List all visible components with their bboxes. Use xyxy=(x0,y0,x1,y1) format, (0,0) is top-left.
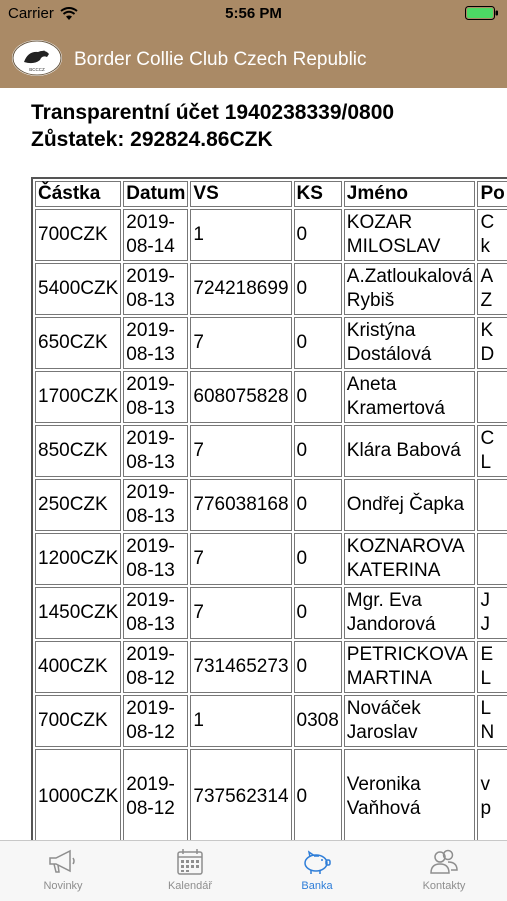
amount-cell-text: 250CZK xyxy=(38,494,108,515)
tab-label: Kontakty xyxy=(422,880,466,892)
note-cell-text: k xyxy=(480,236,490,257)
date-cell-text: 08-13 xyxy=(126,344,175,365)
date-cell-text: 2019- xyxy=(126,536,175,557)
date-cell xyxy=(123,371,188,423)
ks-cell-text: 0 xyxy=(296,224,308,245)
date-cell xyxy=(123,479,188,531)
ks-cell xyxy=(294,263,342,315)
tab-label: Banka xyxy=(301,880,333,892)
amount-cell xyxy=(35,371,121,423)
note-cell-text: A xyxy=(480,266,494,287)
amount-cell xyxy=(35,749,121,840)
ks-cell xyxy=(294,641,342,693)
date-cell xyxy=(123,317,188,369)
name-cell xyxy=(344,317,476,369)
megaphone-icon xyxy=(46,847,80,877)
vs-cell xyxy=(190,209,291,261)
amount-cell-text: 1000CZK xyxy=(38,786,119,807)
amount-cell xyxy=(35,587,121,639)
date-cell xyxy=(123,263,188,315)
vs-cell xyxy=(190,371,291,423)
name-cell xyxy=(344,749,476,840)
vs-cell xyxy=(190,317,291,369)
date-cell-text: 08-12 xyxy=(126,722,175,743)
note-cell xyxy=(477,695,507,747)
name-cell-text: Kramertová xyxy=(346,398,445,419)
table-header-row xyxy=(35,181,507,207)
ks-cell-text: 0 xyxy=(296,278,308,299)
vs-cell-text: 7 xyxy=(193,440,204,461)
name-cell-text: Jandorová xyxy=(346,614,436,635)
amount-cell-text: 650CZK xyxy=(38,332,108,353)
date-cell-text: 08-13 xyxy=(126,614,175,635)
date-cell-text: 08-13 xyxy=(126,290,175,311)
tab-label: Novinky xyxy=(43,880,83,892)
ks-cell xyxy=(294,425,342,477)
date-cell-text: 2019- xyxy=(126,698,175,719)
vs-cell-text: 7 xyxy=(193,548,204,569)
date-cell-text: 2019- xyxy=(126,428,175,449)
date-cell-text: 08-12 xyxy=(126,798,175,819)
piggy-bank-icon xyxy=(300,847,334,877)
note-cell-text: J xyxy=(480,590,490,611)
note-cell-text: L xyxy=(480,668,492,689)
amount-cell-text: 1450CZK xyxy=(38,602,119,623)
carrier-label: Carrier xyxy=(8,5,54,22)
account-summary xyxy=(31,99,394,153)
ks-cell xyxy=(294,209,342,261)
table-row xyxy=(35,695,507,747)
table-row xyxy=(35,533,507,585)
status-time: 5:56 PM xyxy=(225,5,282,22)
date-cell-text: 2019- xyxy=(126,590,175,611)
logo-text: BCCCZ xyxy=(29,67,45,72)
date-cell xyxy=(123,749,188,840)
note-cell-text: E xyxy=(480,644,494,665)
vs-cell xyxy=(190,533,291,585)
date-cell-text: 2019- xyxy=(126,482,175,503)
ks-cell xyxy=(294,317,342,369)
ks-cell-text: 0 xyxy=(296,786,308,807)
amount-cell xyxy=(35,209,121,261)
note-cell xyxy=(477,425,507,477)
date-cell-text: 08-13 xyxy=(126,506,175,527)
note-cell-text: K xyxy=(480,320,494,341)
tab-label: Kalendář xyxy=(167,880,213,892)
name-cell xyxy=(344,479,476,531)
name-cell-text: Veronika xyxy=(346,774,421,795)
name-cell xyxy=(344,371,476,423)
ks-cell-text: 0 xyxy=(296,494,308,515)
amount-cell-text: 700CZK xyxy=(38,224,108,245)
note-cell xyxy=(477,209,507,261)
vs-cell xyxy=(190,263,291,315)
vs-cell-text: 776038168 xyxy=(193,494,289,515)
vs-cell xyxy=(190,479,291,531)
tab-bar xyxy=(0,840,507,901)
table-row xyxy=(35,641,507,693)
table-body xyxy=(35,209,507,840)
note-cell xyxy=(477,641,507,693)
name-cell-text: KATERINA xyxy=(346,560,441,581)
ks-cell xyxy=(294,533,342,585)
table-row xyxy=(35,587,507,639)
vs-cell-text: 724218699 xyxy=(193,278,289,299)
date-cell-text: 2019- xyxy=(126,774,175,795)
header-ks: KS xyxy=(294,181,342,207)
vs-cell-text: 1 xyxy=(193,710,204,731)
note-cell-text: v xyxy=(480,774,490,795)
ks-cell xyxy=(294,695,342,747)
amount-cell xyxy=(35,317,121,369)
ks-cell-text: 0 xyxy=(296,656,308,677)
amount-cell-text: 700CZK xyxy=(38,710,108,731)
amount-cell xyxy=(35,641,121,693)
ks-cell-text: 0 xyxy=(296,386,308,407)
vs-cell-text: 1 xyxy=(193,224,204,245)
table-row xyxy=(35,317,507,369)
ks-cell-text: 0 xyxy=(296,602,308,623)
table-row xyxy=(35,425,507,477)
name-cell xyxy=(344,695,476,747)
date-cell xyxy=(123,587,188,639)
header-note: Po xyxy=(477,181,507,207)
date-cell-text: 2019- xyxy=(126,212,175,233)
name-cell-text: Jaroslav xyxy=(346,722,418,743)
account-number: Transparentní účet 1940238339/0800 xyxy=(31,101,395,124)
ks-cell-text: 0 xyxy=(296,440,308,461)
note-cell-text: N xyxy=(480,722,495,743)
table-row xyxy=(35,209,507,261)
bank-content[interactable] xyxy=(0,88,507,840)
vs-cell-text: 737562314 xyxy=(193,786,289,807)
amount-cell-text: 850CZK xyxy=(38,440,108,461)
note-cell xyxy=(477,317,507,369)
ks-cell xyxy=(294,371,342,423)
name-cell-text: Klára Babová xyxy=(346,440,461,461)
note-cell-text: J xyxy=(480,614,490,635)
date-cell xyxy=(123,641,188,693)
note-cell xyxy=(477,263,507,315)
note-cell-text: L xyxy=(480,698,492,719)
calendar-icon xyxy=(173,847,207,877)
amount-cell-text: 5400CZK xyxy=(38,278,119,299)
ks-cell xyxy=(294,479,342,531)
tab-kalendar[interactable] xyxy=(127,841,253,901)
date-cell-text: 08-13 xyxy=(126,398,175,419)
header-name: Jméno xyxy=(344,181,476,207)
nav-title: Border Collie Club Czech Republic xyxy=(74,49,367,70)
name-cell-text: PETRICKOVA xyxy=(346,644,468,665)
vs-cell xyxy=(190,425,291,477)
table-row xyxy=(35,479,507,531)
name-cell-text: MARTINA xyxy=(346,668,432,689)
people-icon xyxy=(427,847,461,877)
note-cell-text: C xyxy=(480,428,495,449)
note-cell-text: C xyxy=(480,212,495,233)
header-vs: VS xyxy=(190,181,291,207)
name-cell xyxy=(344,425,476,477)
name-cell-text: Dostálová xyxy=(346,344,432,365)
note-cell-text: Z xyxy=(480,290,493,311)
date-cell xyxy=(123,209,188,261)
header-date: Datum xyxy=(123,181,188,207)
name-cell-text: KOZAR xyxy=(346,212,413,233)
name-cell xyxy=(344,533,476,585)
date-cell-text: 2019- xyxy=(126,320,175,341)
vs-cell xyxy=(190,587,291,639)
account-balance: Zůstatek: 292824.86CZK xyxy=(31,128,273,151)
name-cell-text: Rybiš xyxy=(346,290,395,311)
tab-novinky[interactable] xyxy=(0,841,126,901)
date-cell-text: 08-13 xyxy=(126,560,175,581)
vs-cell xyxy=(190,749,291,840)
name-cell xyxy=(344,641,476,693)
name-cell-text: Vaňhová xyxy=(346,798,421,819)
ks-cell-text: 0 xyxy=(296,548,308,569)
note-cell xyxy=(477,371,507,423)
amount-cell-text: 1700CZK xyxy=(38,386,119,407)
date-cell-text: 08-14 xyxy=(126,236,175,257)
date-cell-text: 2019- xyxy=(126,374,175,395)
date-cell xyxy=(123,425,188,477)
note-cell-text: p xyxy=(480,798,492,819)
name-cell-text: A.Zatloukalová xyxy=(346,266,473,287)
vs-cell-text: 608075828 xyxy=(193,386,289,407)
amount-cell xyxy=(35,479,121,531)
nav-bar xyxy=(0,30,507,88)
date-cell xyxy=(123,533,188,585)
vs-cell xyxy=(190,695,291,747)
note-cell xyxy=(477,533,507,585)
date-cell-text: 2019- xyxy=(126,644,175,665)
amount-cell xyxy=(35,425,121,477)
tab-kontakty[interactable] xyxy=(381,841,507,901)
amount-cell-text: 400CZK xyxy=(38,656,108,677)
date-cell-text: 2019- xyxy=(126,266,175,287)
table-row xyxy=(35,749,507,840)
name-cell-text: Kristýna xyxy=(346,320,416,341)
ks-cell-text: 0308 xyxy=(296,710,339,731)
note-cell-text: L xyxy=(480,452,492,473)
dog-logo-icon xyxy=(12,40,62,76)
name-cell xyxy=(344,263,476,315)
note-cell-text: D xyxy=(480,344,495,365)
vs-cell-text: 731465273 xyxy=(193,656,289,677)
amount-cell xyxy=(35,695,121,747)
amount-cell-text: 1200CZK xyxy=(38,548,119,569)
vs-cell-text: 7 xyxy=(193,602,204,623)
name-cell-text: MILOSLAV xyxy=(346,236,441,257)
name-cell-text: KOZNAROVA xyxy=(346,536,465,557)
name-cell xyxy=(344,209,476,261)
name-cell-text: Mgr. Eva xyxy=(346,590,422,611)
name-cell-text: Aneta xyxy=(346,374,397,395)
note-cell xyxy=(477,587,507,639)
date-cell-text: 08-12 xyxy=(126,668,175,689)
table-row xyxy=(35,371,507,423)
amount-cell xyxy=(35,263,121,315)
transactions-table-wrap[interactable] xyxy=(31,177,507,840)
battery-icon xyxy=(465,6,499,20)
name-cell xyxy=(344,587,476,639)
vs-cell-text: 7 xyxy=(193,332,204,353)
club-logo xyxy=(12,40,62,76)
ks-cell xyxy=(294,749,342,840)
note-cell xyxy=(477,479,507,531)
table-row xyxy=(35,263,507,315)
vs-cell xyxy=(190,641,291,693)
transactions-table xyxy=(31,177,507,840)
ks-cell xyxy=(294,587,342,639)
tab-banka[interactable] xyxy=(254,841,380,901)
amount-cell xyxy=(35,533,121,585)
name-cell-text: Ondřej Čapka xyxy=(346,494,465,515)
name-cell-text: Nováček xyxy=(346,698,421,719)
ks-cell-text: 0 xyxy=(296,332,308,353)
header-amount: Částka xyxy=(35,181,121,207)
date-cell xyxy=(123,695,188,747)
note-cell xyxy=(477,749,507,840)
status-bar xyxy=(0,0,507,30)
date-cell-text: 08-13 xyxy=(126,452,175,473)
